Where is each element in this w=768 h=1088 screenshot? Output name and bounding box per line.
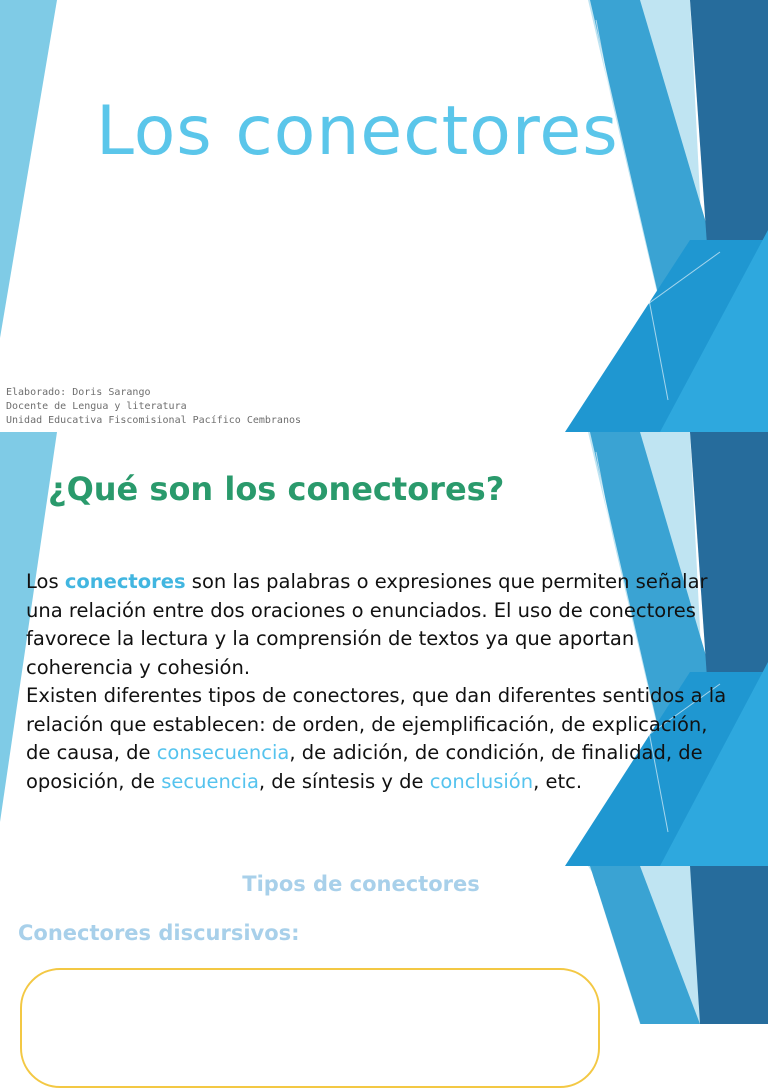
credit-line-role: Docente de Lengua y literatura xyxy=(6,401,187,412)
credit-line-school: Unidad Educativa Fiscomisional Pacífico Cembranos xyxy=(6,415,302,426)
author-credits xyxy=(6,386,301,428)
link-conclusion[interactable]: conclusión xyxy=(429,769,534,793)
main-title: Los conectores xyxy=(96,92,619,171)
definition-title: ¿Qué son los conectores? xyxy=(48,470,505,508)
link-secuencia[interactable]: secuencia xyxy=(161,769,259,793)
left-accent-shape xyxy=(0,0,57,338)
definition-paragraph xyxy=(26,568,738,682)
types-text-2: , de adición, de condición, de finalidad, de oposición, de xyxy=(26,741,703,793)
link-consecuencia[interactable]: consecuencia xyxy=(156,741,290,764)
types-title: Tipos de conectores xyxy=(242,872,480,896)
types-text-3: , de síntesis y de xyxy=(258,769,430,793)
keyword-conectores: conectores xyxy=(64,570,186,593)
decorative-shapes xyxy=(0,0,768,432)
paragraph-lead: Los xyxy=(26,570,65,593)
slide-title xyxy=(0,0,768,432)
types-text-4: , etc. xyxy=(533,769,583,793)
paragraph-rest: son las palabras o expresiones que permiten señalar una relación entre dos oraciones o enunciados. El uso de conectores favorece la lectura y la comprensión de textos ya que aportan coherencia y cohesión. xyxy=(26,570,708,679)
credit-line-author: Elaborado: Doris Sarango xyxy=(6,387,151,398)
types-paragraph xyxy=(26,682,738,796)
types-subtitle: Conectores discursivos: xyxy=(18,921,300,945)
types-text-1: Existen diferentes tipos de conectores, que dan diferentes sentidos a la relación que establecen: de orden, de ejemplificación, de explicación, de causa, de xyxy=(26,684,727,764)
definition-body xyxy=(26,568,738,796)
content-box xyxy=(20,968,600,1088)
